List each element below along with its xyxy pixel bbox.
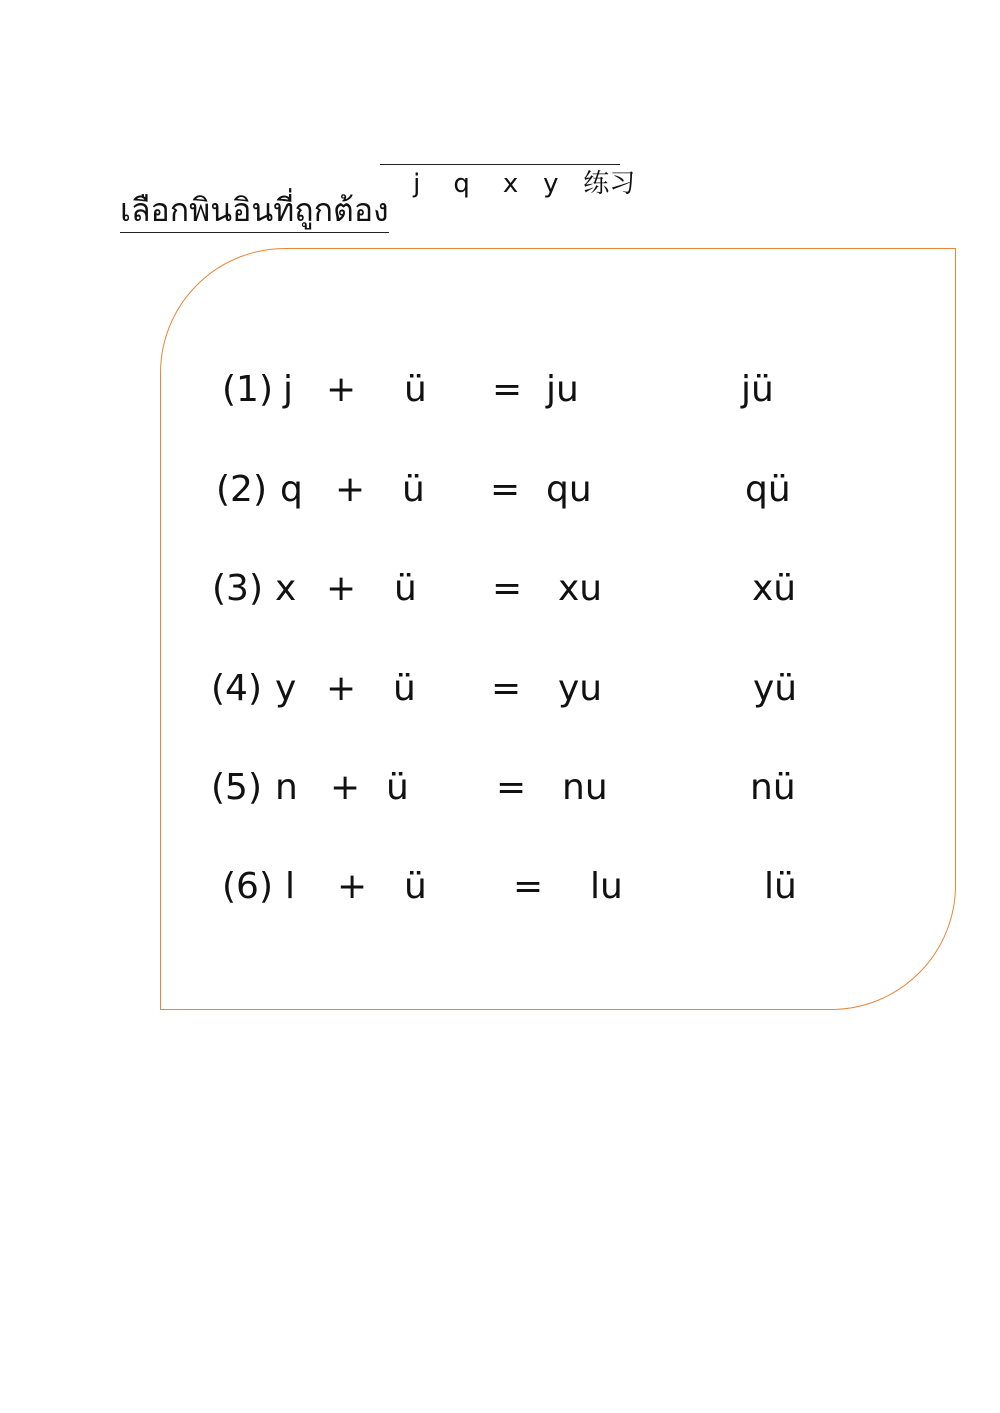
exercise-number: (4) [211,668,262,709]
plus-sign: + [326,369,357,410]
exercise-initial: q [280,469,303,510]
exercise-number: (2) [216,469,267,510]
page-title [380,124,636,199]
option-b[interactable]: lü [764,866,797,907]
exercise-initial: x [275,568,297,609]
exercise-final: ü [404,369,427,410]
option-b[interactable]: yü [753,668,798,709]
plus-sign: + [326,668,357,709]
exercise-number: (3) [212,568,263,609]
option-a[interactable]: xu [558,568,603,609]
title-chinese: 练习 [583,169,636,199]
plus-sign: + [335,469,366,510]
instruction-text: เลือกพินอินที่ถูกต้อง [120,188,389,233]
option-b[interactable]: qü [745,469,791,510]
exercise-row-6 [0,862,1000,912]
exercise-row-2 [0,465,1000,515]
exercise-final: ü [404,866,427,907]
exercise-row-3 [0,564,1000,614]
plus-sign: + [330,767,361,808]
exercise-row-5 [0,763,1000,813]
option-a[interactable]: lu [590,866,623,907]
plus-sign: + [326,568,357,609]
equals-sign: = [496,767,527,808]
equals-sign: = [513,866,544,907]
option-b[interactable]: nü [750,767,796,808]
exercise-number: (6) [222,866,273,907]
option-a[interactable]: nu [562,767,608,808]
exercise-final: ü [386,767,409,808]
equals-sign: = [491,668,522,709]
plus-sign: + [337,866,368,907]
exercise-number: (1) [222,369,273,410]
option-b[interactable]: xü [752,568,797,609]
exercise-initial: l [285,866,296,907]
exercise-initial: n [275,767,298,808]
exercise-initial: y [275,668,297,709]
equals-sign: = [492,369,523,410]
exercise-final: ü [394,568,417,609]
exercise-final: ü [393,668,416,709]
exercise-final: ü [402,469,425,510]
exercise-row-1 [0,365,1000,415]
exercise-initial: j [283,369,294,410]
option-a[interactable]: yu [558,668,603,709]
option-a[interactable]: ju [546,369,579,410]
option-b[interactable]: jü [741,369,774,410]
equals-sign: = [490,469,521,510]
equals-sign: = [492,568,523,609]
exercise-row-4 [0,664,1000,714]
exercise-number: (5) [211,767,262,808]
title-letters: j q x y [413,169,559,199]
option-a[interactable]: qu [546,469,592,510]
